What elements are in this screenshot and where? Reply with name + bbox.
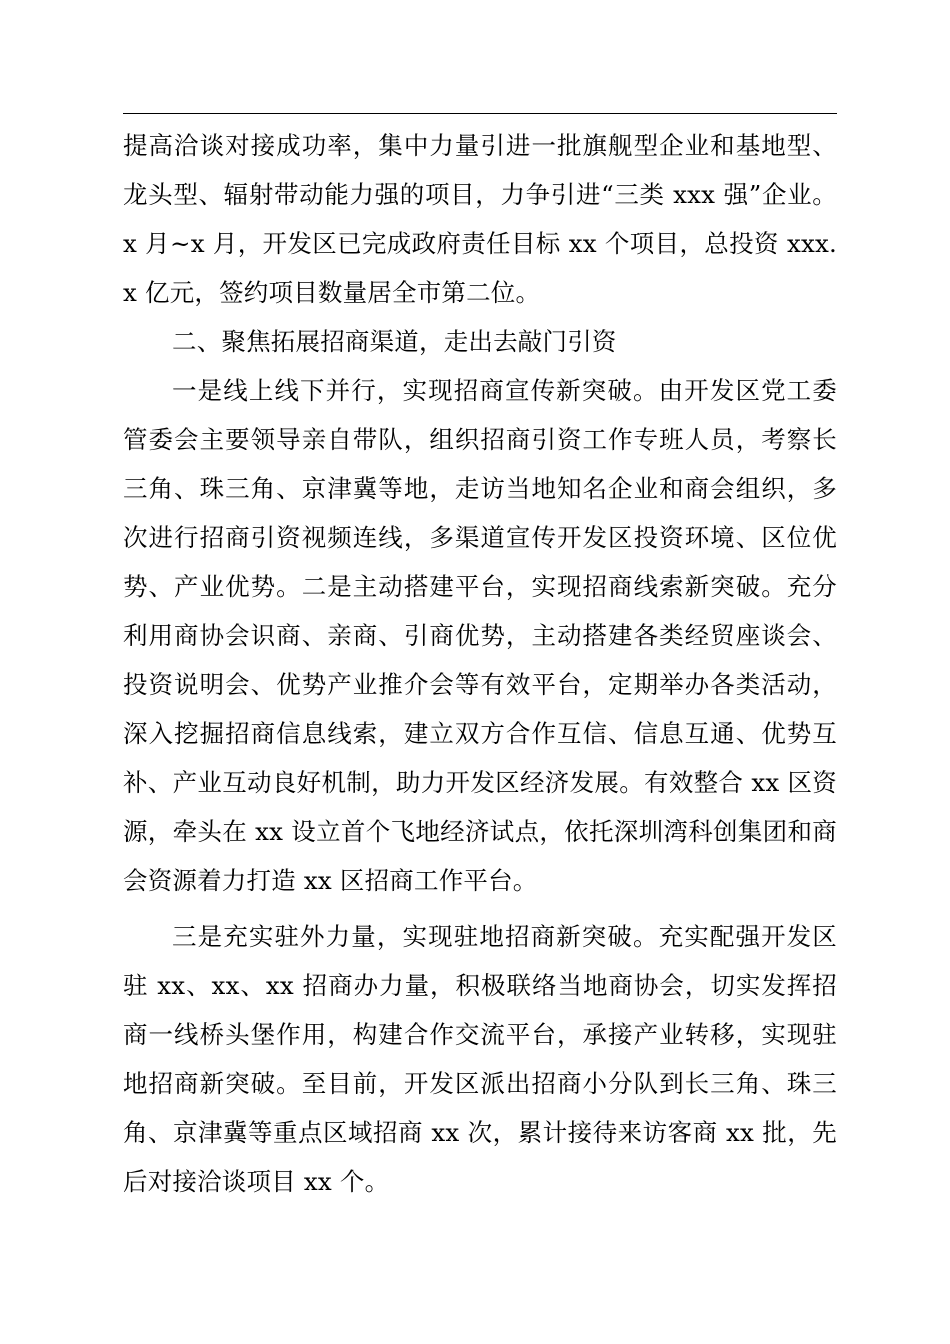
paragraph-continuation: 提高洽谈对接成功率，集中力量引进一批旗舰型企业和基地型、龙头型、辐射带动能力强的项目，力争引进“三类 xxx 强”企业。x 月~x 月，开发区已完成政府责任目标 xx 个项目，总投资 xxx.x 亿元，签约项目数量居全市第二位。 [123, 131, 837, 307]
section-heading: 二、聚焦拓展招商渠道，走出去敲门引资 [172, 327, 617, 356]
header-rule [123, 113, 837, 114]
paragraph-resident-staff: 三是充实驻外力量，实现驻地招商新突破。充实配强开发区驻 xx、xx、xx 招商办力量，积极联络当地商协会，切实发挥招商一线桥头堡作用，构建合作交流平台，承接产业转移，实现驻地招商新突破。至目前，开发区派出招商小分队到长三角、珠三角、京津冀等重点区域招商 xx 次，累计接待来访客商 xx 批，先后对接洽谈项目 xx 个。 [123, 922, 837, 1196]
paragraph-channels: 一是线上线下并行，实现招商宣传新突破。由开发区党工委管委会主要领导亲自带队，组织招商引资工作专班人员，考察长三角、珠三角、京津冀等地，走访当地知名企业和商会组织，多次进行招商引资视频连线，多渠道宣传开发区投资环境、区位优势、产业优势。二是主动搭建平台，实现招商线索新突破。充分利用商协会识商、亲商、引商优势，主动搭建各类经贸座谈会、投资说明会、优势产业推介会等有效平台，定期举办各类活动，深入挖掘招商信息线索，建立双方合作互信、信息互通、优势互补、产业互动良好机制，助力开发区经济发展。有效整合 xx 区资源，牵头在 xx 设立首个飞地经济试点，依托深圳湾科创集团和商会资源着力打造 xx 区招商工作平台。 [123, 376, 837, 895]
document-body [123, 121, 837, 1206]
